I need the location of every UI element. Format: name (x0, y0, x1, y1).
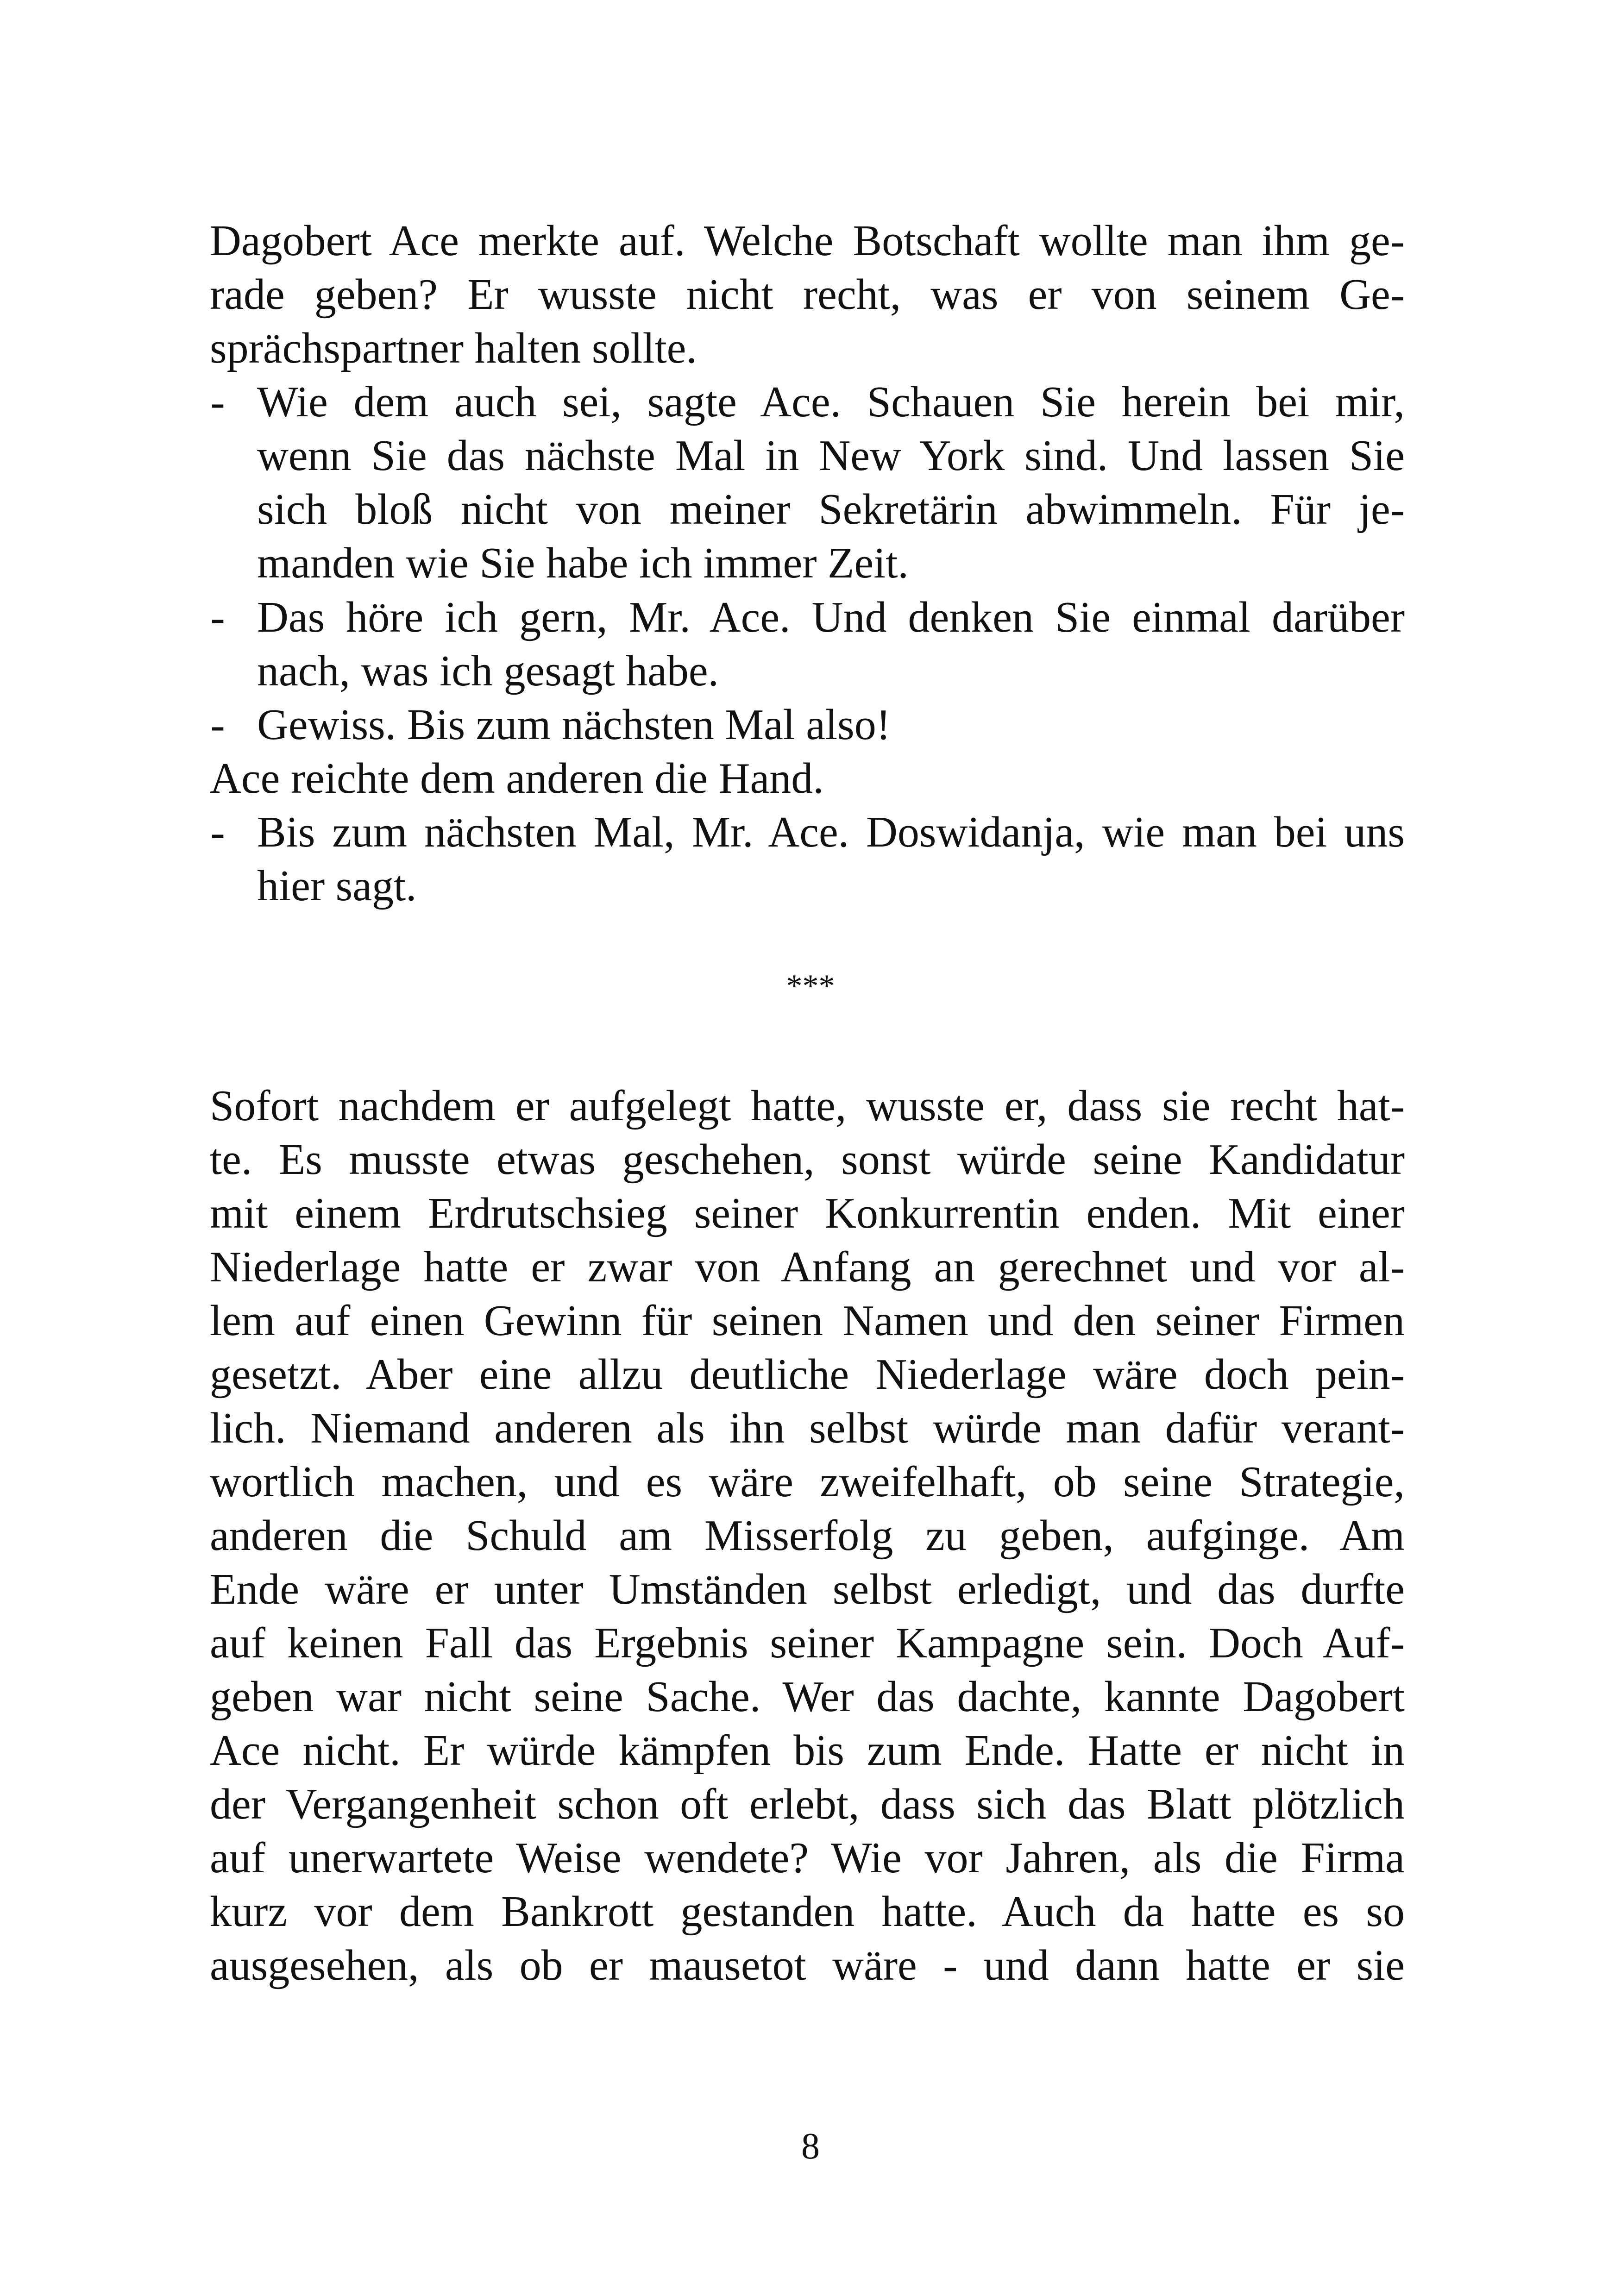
dialogue-line: Das höre ich gern, Mr. Ace. Und denken Sie einmal darüber (257, 593, 1405, 641)
dialogue-line: Wie dem auch sei, sagte Ace. Schauen Sie herein bei mir, (257, 378, 1405, 426)
text-line: lem auf einen Gewinn für seinen Namen und den seiner Firmen (210, 1297, 1405, 1345)
text-line: geben war nicht seine Sache. Wer das dachte, kannte Dagobert (210, 1673, 1405, 1721)
text-line: wortlich machen, und es wäre zweifelhaft, ob seine Strategie, (210, 1458, 1405, 1506)
text-line: Niederlage hatte er zwar von Anfang an gerechnet und vor al- (210, 1243, 1405, 1291)
text-line: auf unerwartete Weise wendete? Wie vor Jahren, als die Firma (210, 1834, 1405, 1882)
text-line: mit einem Erdrutschsieg seiner Konkurrentin enden. Mit einer (210, 1189, 1405, 1237)
dialogue-line: manden wie Sie habe ich immer Zeit. (257, 539, 909, 587)
page-number: 8 (801, 2126, 820, 2167)
dialogue-dash: - (210, 701, 225, 749)
text-line: sprächspartner halten sollte. (210, 324, 697, 372)
text-line: anderen die Schuld am Misserfolg zu geben, aufginge. Am (210, 1512, 1405, 1560)
text-line: Sofort nachdem er aufgelegt hatte, wusste er, dass sie recht hat- (210, 1082, 1405, 1130)
narration-line: Ace reichte dem anderen die Hand. (210, 754, 824, 803)
text-line: gesetzt. Aber eine allzu deutliche Niederlage wäre doch pein- (210, 1350, 1405, 1399)
dialogue-line: sich bloß nicht von meiner Sekretärin abwimmeln. Für je- (257, 485, 1405, 533)
dialogue-line: Gewiss. Bis zum nächsten Mal also! (257, 701, 891, 749)
dialogue-dash: - (210, 808, 225, 856)
text-line: ausgesehen, als ob er mausetot wäre - und dann hatte er sie (210, 1941, 1405, 1989)
dialogue-line: nach, was ich gesagt habe. (257, 647, 719, 695)
text-line: Ace nicht. Er würde kämpfen bis zum Ende. Hatte er nicht in (210, 1726, 1405, 1775)
dialogue-dash: - (210, 593, 225, 641)
scene-separator: *** (786, 968, 835, 1004)
text-line: kurz vor dem Bankrott gestanden hatte. Auch da hatte es so (210, 1888, 1405, 1936)
text-line: Dagobert Ace merkte auf. Welche Botschaft wollte man ihm ge- (210, 217, 1405, 265)
dialogue-dash: - (210, 378, 225, 426)
dialogue-line: wenn Sie das nächste Mal in New York sind. Und lassen Sie (257, 432, 1405, 480)
text-line: rade geben? Er wusste nicht recht, was er von seinem Ge- (210, 270, 1405, 319)
dialogue-line: hier sagt. (257, 862, 417, 910)
text-line: te. Es musste etwas geschehen, sonst würde seine Kandidatur (210, 1135, 1405, 1184)
text-line: der Vergangenheit schon oft erlebt, dass sich das Blatt plötzlich (210, 1780, 1405, 1828)
text-line: auf keinen Fall das Ergebnis seiner Kampagne sein. Doch Auf- (210, 1619, 1405, 1667)
dialogue-line: Bis zum nächsten Mal, Mr. Ace. Doswidanja, wie man bei uns (257, 808, 1405, 856)
text-line: Ende wäre er unter Umständen selbst erledigt, und das durfte (210, 1565, 1405, 1613)
text-line: lich. Niemand anderen als ihn selbst würde man dafür verant- (210, 1404, 1405, 1452)
